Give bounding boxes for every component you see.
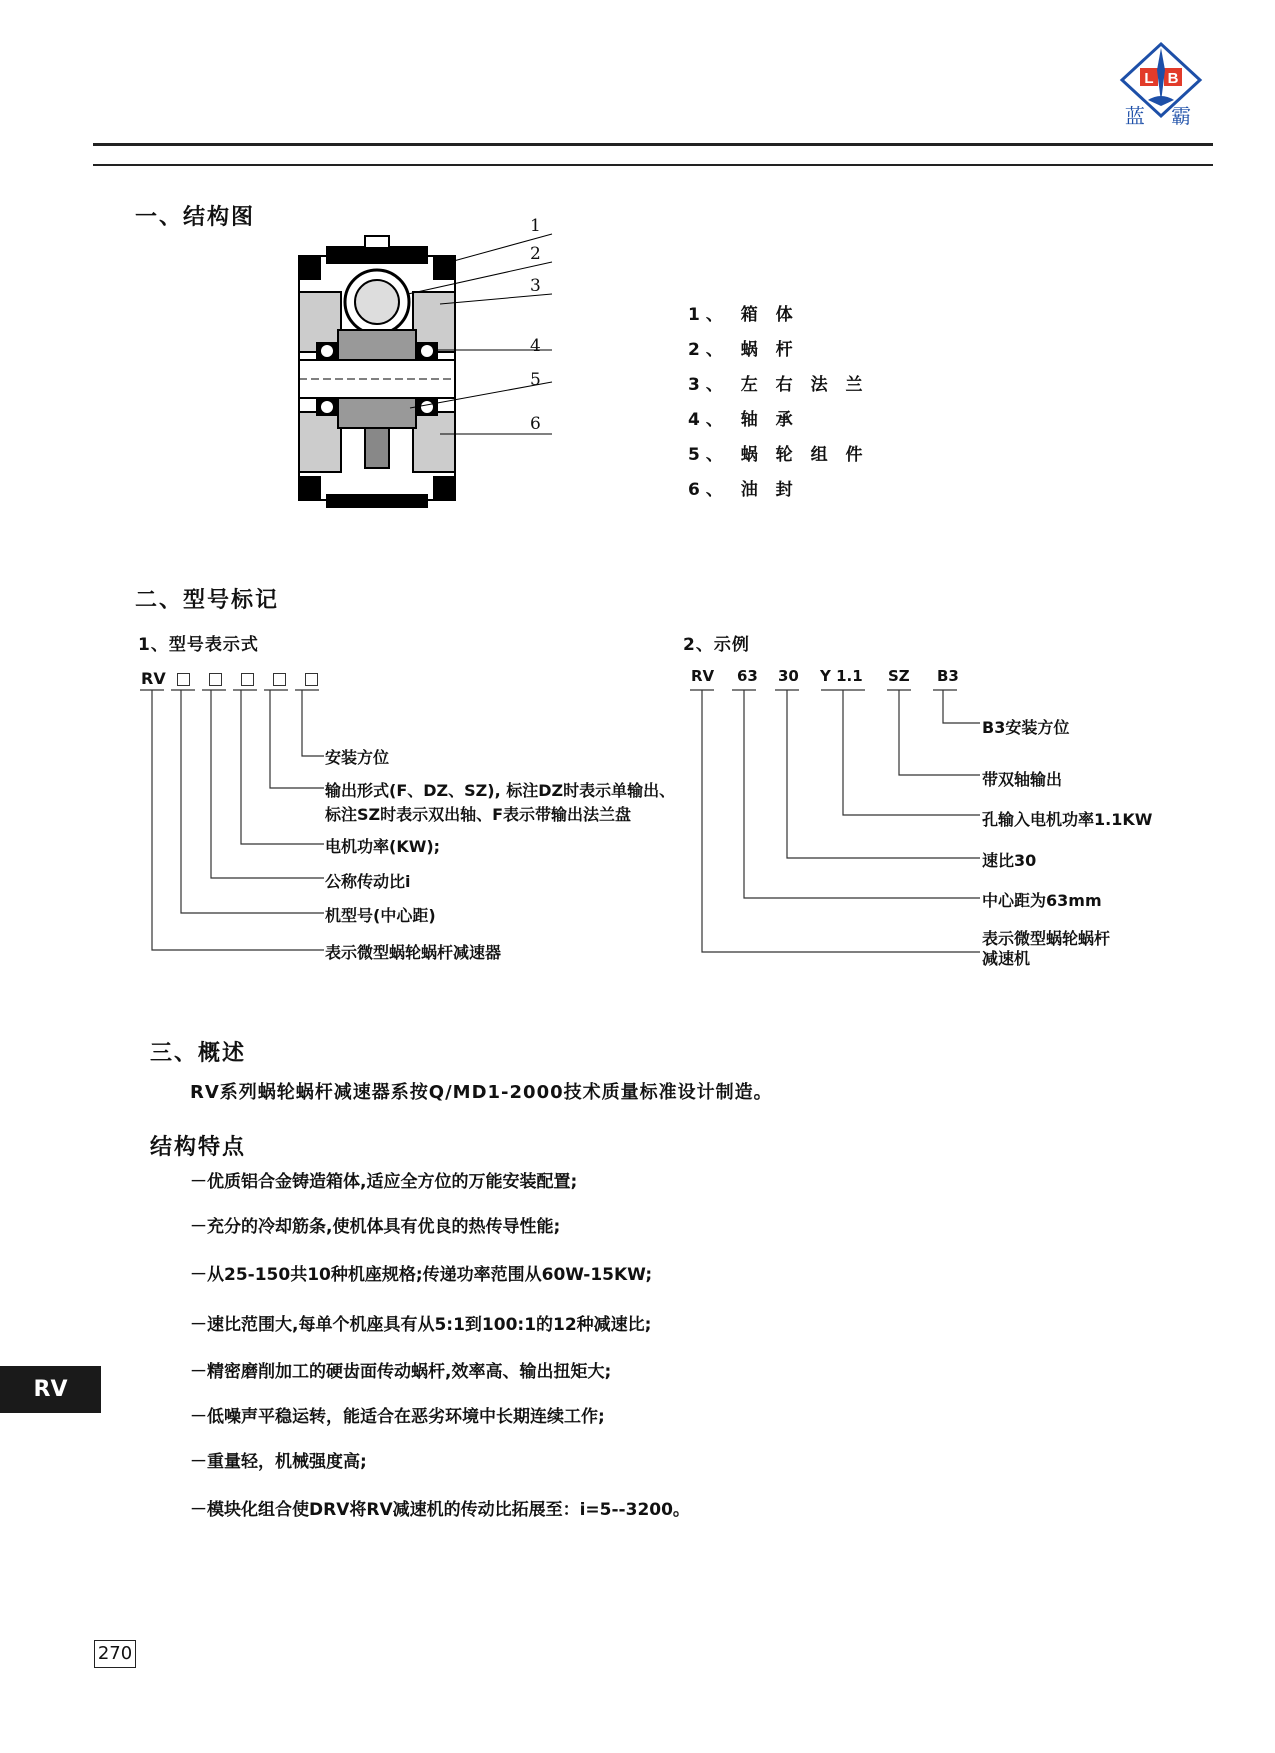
parts-list <box>688 300 869 510</box>
logo-text: 蓝 霸 <box>1124 104 1202 128</box>
callout-1: 1 <box>530 216 541 236</box>
features-heading: 结构特点 <box>150 1135 247 1160</box>
code-box <box>241 673 254 686</box>
code-box <box>273 673 286 686</box>
callout-5: 5 <box>530 370 541 390</box>
example-motor-power: 孔输入电机功率1.1KW <box>982 810 1153 829</box>
model-format-heading: 1、型号表示式 <box>138 635 259 655</box>
label-motor-power: 电机功率(KW); <box>325 837 441 856</box>
part-item: 4、 轴 承 <box>688 410 799 430</box>
section2-heading: 二、型号标记 <box>135 588 280 613</box>
code-box <box>209 673 222 686</box>
part-item: 5、 蜗 轮 组 件 <box>688 445 869 465</box>
part-item: 3、 左 右 法 兰 <box>688 375 869 395</box>
example-heading: 2、示例 <box>683 635 750 655</box>
part-item: 2、 蜗 杆 <box>688 340 799 360</box>
label-reducer-type: 表示微型蜗轮蜗杆减速器 <box>325 943 502 962</box>
code-30: 30 <box>778 667 799 685</box>
label-frame-size: 机型号(中心距) <box>325 906 436 925</box>
code-rv: RV <box>691 667 715 685</box>
code-63: 63 <box>737 667 758 685</box>
part-item: 6、 油 封 <box>688 480 799 500</box>
section3-heading: 三、概述 <box>150 1041 247 1066</box>
page-number: 270 <box>94 1640 136 1668</box>
example-mount: B3安装方位 <box>982 718 1070 737</box>
feature-item: －从25-150共10种机座规格;传递功率范围从60W-15KW; <box>190 1265 653 1285</box>
code-sz: SZ <box>888 667 910 685</box>
code-box <box>305 673 318 686</box>
code-b3: B3 <box>937 667 959 685</box>
example-ratio: 速比30 <box>982 851 1037 870</box>
structure-diagram <box>290 212 590 522</box>
example-center-distance: 中心距为63mm <box>982 891 1102 910</box>
header-rule-bottom <box>93 164 1213 166</box>
svg-text:L: L <box>1144 70 1154 87</box>
right-bracket-lines <box>690 688 980 958</box>
example-dual-output: 带双轴输出 <box>982 770 1063 789</box>
label-output-form-2: 标注SZ时表示双出轴、F表示带输出法兰盘 <box>325 805 632 824</box>
feature-item: －速比范围大,每单个机座具有从5:1到100:1的12种减速比; <box>190 1315 652 1335</box>
feature-item: －模块化组合使DRV将RV减速机的传动比拓展至：i=5--3200。 <box>190 1500 690 1520</box>
svg-text:B: B <box>1167 70 1179 87</box>
overview-text: RV系列蜗轮蜗杆减速器系按Q/MD1-2000技术质量标准设计制造。 <box>190 1082 773 1103</box>
label-output-form-1: 输出形式(F、DZ、SZ), 标注DZ时表示单输出、 <box>325 781 676 800</box>
example-reducer-type-2: 减速机 <box>982 949 1031 968</box>
feature-item: －低噪声平稳运转，能适合在恶劣环境中长期连续工作; <box>190 1407 605 1427</box>
feature-item: －优质铝合金铸造箱体,适应全方位的万能安装配置; <box>190 1172 578 1192</box>
section1-heading: 一、结构图 <box>135 205 256 230</box>
feature-item: －精密磨削加工的硬齿面传动蜗杆,效率高、输出扭矩大; <box>190 1362 612 1382</box>
model-prefix: RV <box>141 669 166 688</box>
example-reducer-type-1: 表示微型蜗轮蜗杆 <box>982 929 1111 948</box>
label-ratio: 公称传动比i <box>325 872 411 891</box>
callout-4: 4 <box>530 336 541 356</box>
label-mount-position: 安装方位 <box>325 748 390 767</box>
feature-item: －重量轻，机械强度高; <box>190 1452 367 1472</box>
callout-2: 2 <box>530 244 541 264</box>
left-bracket-lines <box>140 688 340 968</box>
header-rule-top <box>93 143 1213 146</box>
side-tab-rv: RV <box>0 1366 101 1413</box>
feature-item: －充分的冷却筋条,使机体具有优良的热传导性能; <box>190 1217 561 1237</box>
callout-3: 3 <box>530 276 541 296</box>
part-item: 1、 箱 体 <box>688 305 799 325</box>
code-box <box>177 673 190 686</box>
code-power: Y 1.1 <box>820 667 863 685</box>
callout-6: 6 <box>530 414 541 434</box>
